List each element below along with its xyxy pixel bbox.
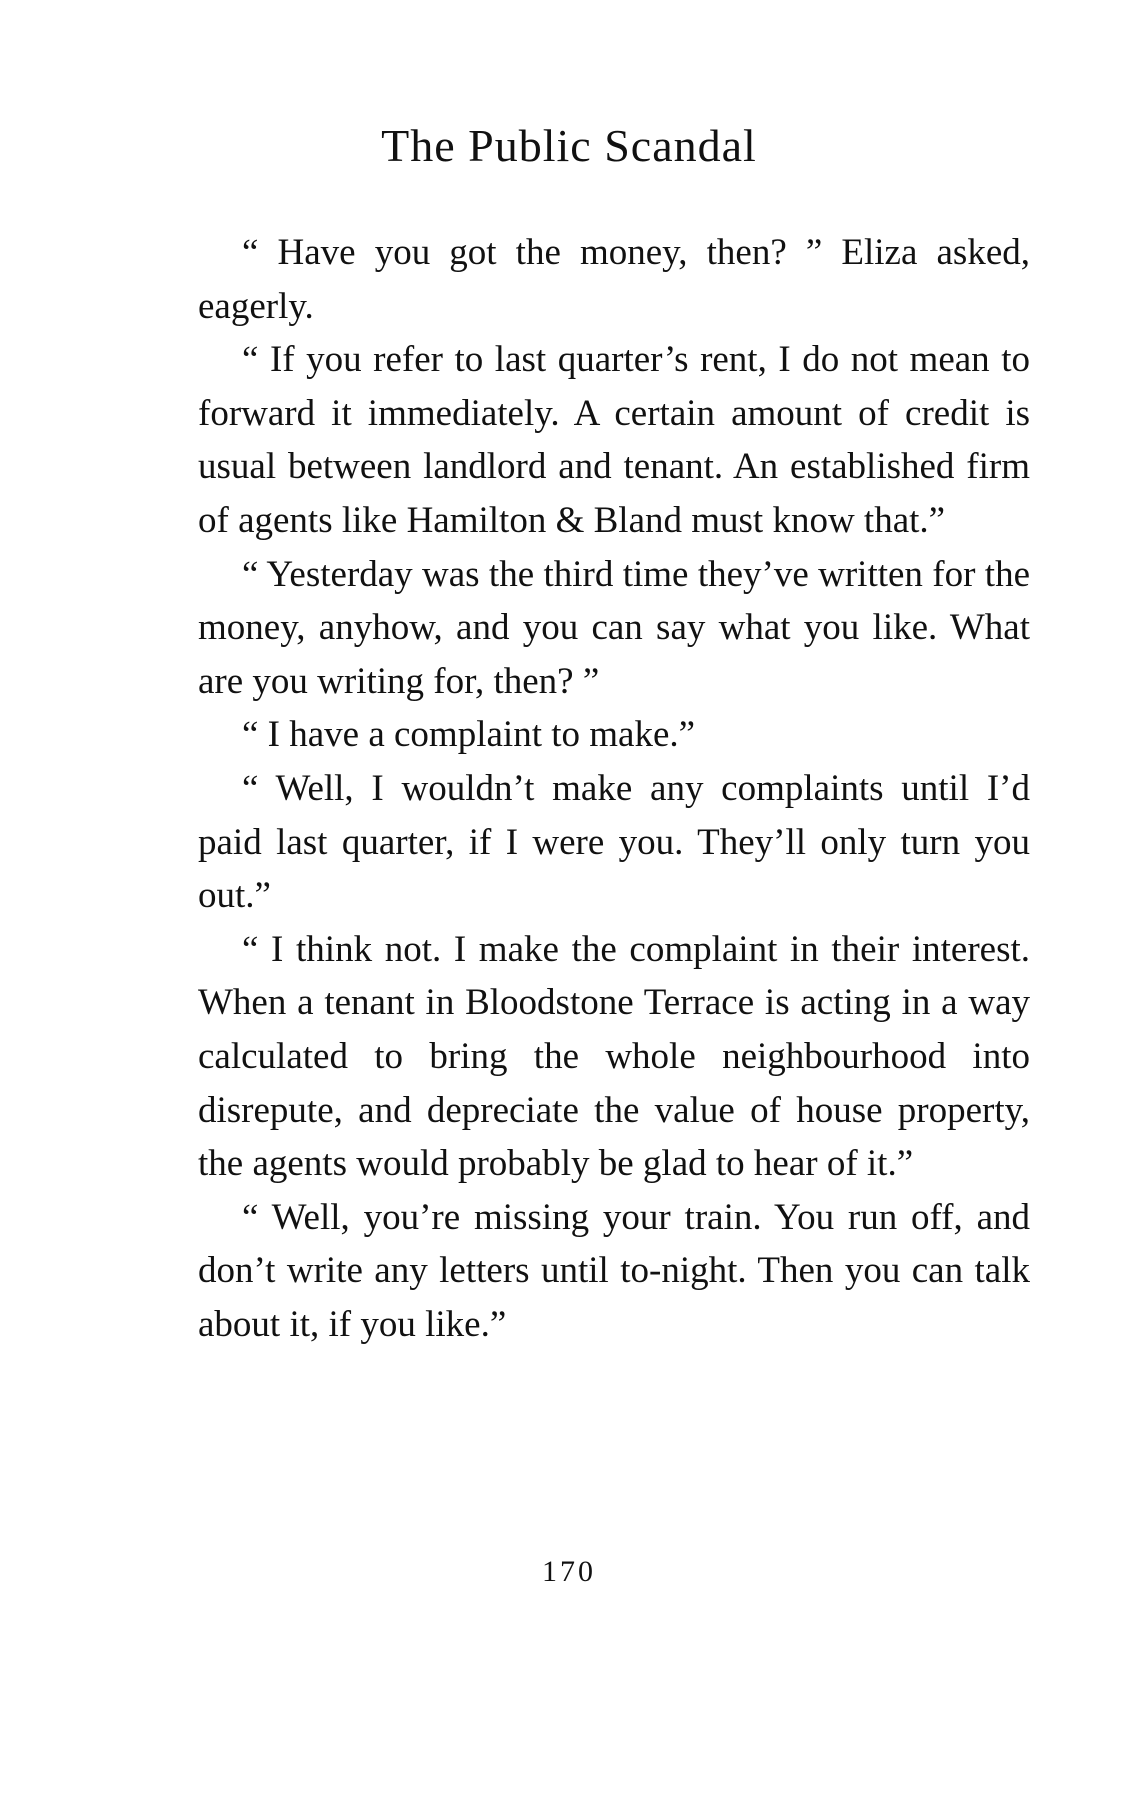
running-head: The Public Scandal bbox=[381, 120, 757, 171]
paragraph: “ I think not. I make the complaint in their interest. When a tenant in Bloodstone Terrace is acting in a way calculated to bring the whole neighbourhood into disrepute, and depreciate the value of house property, the agents would probably be glad to hear of it.” bbox=[198, 928, 1030, 1185]
paragraph: “ If you refer to last quarter’s rent, I do not mean to forward it immediately. A certain amount of credit is usual between landlord and tenant. An established firm of agents like Hamilton & Bland must know that.” bbox=[198, 339, 1030, 541]
paragraph: “ Yesterday was the third time they’ve written for the money, anyhow, and you can say what you like. What are you writing for, then? ” bbox=[198, 553, 1030, 702]
paragraph: “ Have you got the money, then? ” Eliza asked, eagerly. bbox=[198, 232, 1030, 327]
paragraph: “ Well, you’re missing your train. You run off, and don’t write any letters until to-night. Then you can talk about it, if you like.” bbox=[198, 1196, 1030, 1345]
paragraph: “ I have a complaint to make.” bbox=[242, 714, 696, 756]
paragraph: “ Well, I wouldn’t make any complaints until I’d paid last quarter, if I were you. They’ll only turn you out.” bbox=[198, 767, 1030, 917]
body-text bbox=[198, 226, 1030, 1351]
page-number: 170 bbox=[542, 1555, 596, 1588]
